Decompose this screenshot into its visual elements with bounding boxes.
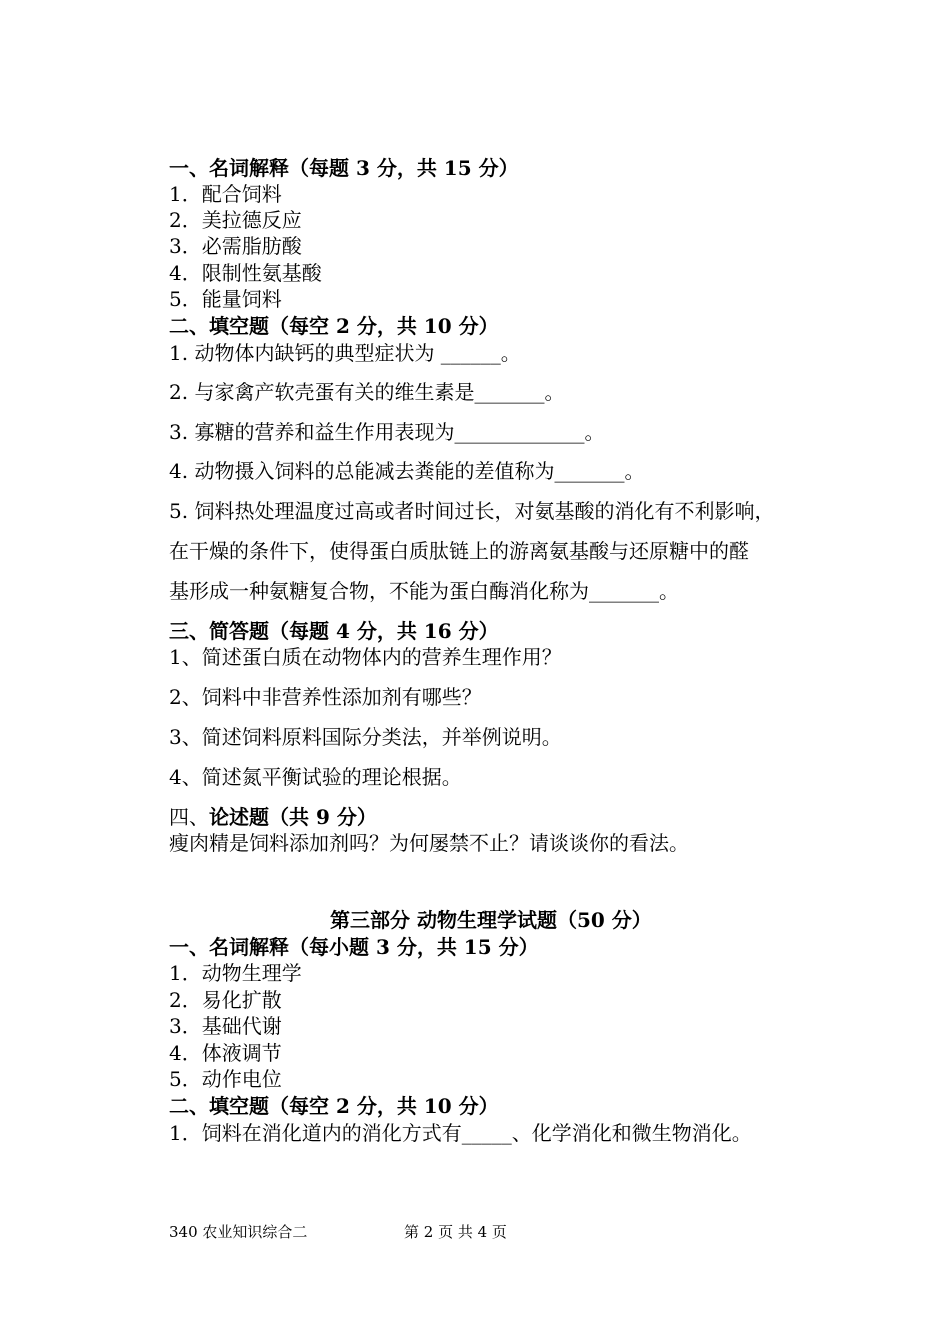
list-item: 4．体液调节 — [169, 1041, 282, 1065]
section-heading: 二、填空题（每空 2 分，共 10 分） — [169, 314, 499, 338]
list-item: 1、简述蛋白质在动物体内的营养生理作用？ — [169, 645, 562, 669]
footer-exam-name: 340 农业知识综合二 — [169, 1223, 308, 1241]
list-item: 1. 动物体内缺钙的典型症状为 ______。 — [169, 341, 521, 365]
section-heading: 一、名词解释（每题 3 分，共 15 分） — [169, 156, 519, 180]
list-item: 4、简述氮平衡试验的理论根据。 — [169, 765, 462, 789]
list-item: 5．动作电位 — [169, 1067, 282, 1091]
list-item: 1．饲料在消化道内的消化方式有_____、化学消化和微生物消化。 — [169, 1121, 752, 1145]
list-item: 在干燥的条件下，使得蛋白质肽链上的游离氨基酸与还原糖中的醛 — [169, 539, 749, 563]
list-item: 2、饲料中非营养性添加剂有哪些？ — [169, 685, 482, 709]
footer-page-number: 第 2 页 共 4 页 — [404, 1223, 507, 1241]
section-title: 论述题（共 9 分） — [209, 805, 377, 829]
list-item: 5. 饲料热处理温度过高或者时间过长，对氨基酸的消化有不利影响， — [169, 499, 775, 523]
list-item: 基形成一种氨糖复合物，不能为蛋白酶消化称为_______。 — [169, 579, 679, 603]
section-heading — [169, 804, 377, 830]
list-item: 1．配合饲料 — [169, 182, 282, 206]
list-item: 3、简述饲料原料国际分类法，并举例说明。 — [169, 725, 562, 749]
list-item: 2. 与家禽产软壳蛋有关的维生素是_______。 — [169, 380, 565, 404]
section-heading: 三、简答题（每题 4 分，共 16 分） — [169, 619, 499, 643]
list-item: 3．必需脂肪酸 — [169, 234, 302, 258]
section-heading: 一、名词解释（每小题 3 分，共 15 分） — [169, 935, 539, 959]
list-item: 3. 寡糖的营养和益生作用表现为_____________。 — [169, 420, 605, 444]
list-item: 3．基础代谢 — [169, 1014, 282, 1038]
section-heading: 二、填空题（每空 2 分，共 10 分） — [169, 1094, 499, 1118]
list-item: 2．美拉德反应 — [169, 208, 302, 232]
list-item: 2．易化扩散 — [169, 988, 282, 1012]
section-number: 四、 — [169, 805, 209, 829]
list-item: 5．能量饲料 — [169, 287, 282, 311]
part-title: 第三部分 动物生理学试题（50 分） — [330, 908, 652, 932]
list-item: 4．限制性氨基酸 — [169, 261, 322, 285]
list-item: 1．动物生理学 — [169, 961, 302, 985]
list-item: 4. 动物摄入饲料的总能减去粪能的差值称为_______。 — [169, 459, 645, 483]
list-item: 瘦肉精是饲料添加剂吗？为何屡禁不止？请谈谈你的看法。 — [169, 831, 689, 855]
